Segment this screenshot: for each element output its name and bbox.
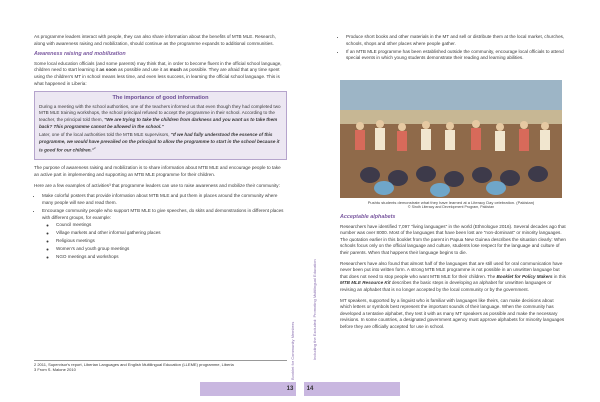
sub-list	[42, 222, 287, 261]
footnote: 2 2011, Supervisor's report, Liberian Languages and English Multilingual Education (LLEME) programme, Liberia	[34, 362, 234, 367]
info-box-paragraph-2: Later, one of the local authorities told the MTB MLE supervisors, "If we had fully understood the essence of this programme, we would have prevailed on the principal to allow the programme to start in the school because it is good for our children."$^2$	[39, 132, 280, 153]
list-item: • Produce short books and other materials in the MT and sell or distribute them at the local market, churches, schools, shops and other places where people gather.	[346, 34, 566, 47]
right-activities-list	[340, 34, 566, 62]
page-number-left: 13	[286, 386, 294, 392]
section-heading-alphabets: Acceptable alphabets	[340, 214, 396, 220]
sub-list-item: ◦ Women's and youth group meetings	[56, 246, 287, 253]
alphabets-paragraph-1: Researchers have identified 7,097 "living languages" in the world (Ethnologue 2016). Several decades ago that number was over 8000. Most of the languages that have been lost are "non-dominant" or minority languages. The quotation earlier in this booklet from the parent in Papua New Guinea describes the situation clearly: When schools focus only on the official language and culture, students lose respect for the language and culture of their parents. When that happens their language begins to die.	[340, 223, 566, 255]
alphabets-paragraph-2: Researchers have also found that almost half of the languages that are still used for oral communication have never been put into written form. A strong MTB MLE programme is not possible in an unwritten language but that does not need to stop people who want MTB MLE for their children. The Booklet for Policy Makers in this MTB MLE Resource Kit describes the basic steps in developing an alphabet for unwritten languages or revising an alphabet that is no longer accepted by the local community or by the government.	[340, 260, 566, 292]
photo-literacy-day	[340, 80, 562, 198]
awareness-paragraph: Some local education officials (and some parents) may think that, in order to become fluent in the official school language, children need to start learning it as soon as possible and use it as much as possible. They are afraid that any time spent using the children's MT in school means less time, and even less success, in learning the official school language. This is what happened in Liberia:	[34, 60, 282, 86]
right-spine-text: Including the Excluded: Promoting Multilingual Education	[312, 259, 317, 360]
info-box-paragraph-1: During a meeting with the school authorities, one of the teachers informed us that even though they had completed two MTB MLE training workshops, the school principal refused to accept the programme in their school. According to the teacher, the principal told them, "We are trying to take the children from darkness and you want us to take them back? This programme cannot be allowed in the school."	[39, 103, 281, 129]
sub-list-item: ◦ NGO meetings and workshops	[56, 254, 287, 261]
caption-text: Pushtu students demonstrate what they have learned at a Literacy Day celebration. (Pakistan)	[367, 200, 535, 205]
info-box	[34, 91, 287, 160]
intro-paragraph: As programme leaders interact with people, they can also share information about the benefits of MTB MLE. Research, along with awareness raising and mobilization, should continue as the programme expands to additional communities.	[34, 34, 276, 46]
page-number-right: 14	[306, 386, 314, 392]
activities-list	[34, 193, 287, 261]
list-item: • Encourage community people who support MTB MLE to give speeches, do skits and demonstrations in different places with different groups, for example: ◦ Council meetings ◦ Village markets and other informal gathering places ◦ Religious meetings ◦ Women's and youth group meetings ◦ NGO meetings and workshops	[42, 208, 287, 261]
photo-illustration	[340, 80, 562, 198]
right-column-bottom	[340, 212, 566, 335]
sub-list-item: ◦ Religious meetings	[56, 238, 287, 245]
footnotes	[34, 360, 287, 372]
sub-list-item: ◦ Village markets and other informal gathering places	[56, 230, 287, 237]
left-spine-text: Booklet for Community Members	[290, 321, 295, 380]
sub-list-item: ◦ Council meetings	[56, 222, 287, 229]
footnote: 3 From S. Malone 2010	[34, 367, 76, 372]
right-column-top	[340, 34, 566, 65]
alphabets-paragraph-3: MT speakers, supported by a linguist who is familiar with languages like theirs, can make decisions about which letters or symbols best represent the important sounds of their language. When the community has developed a tentative alphabet, they test it with as many MT speakers as possible and make the necessary revisions. In some countries, a designated government agency must approve alphabets for minority languages before they are officially accepted for use in school.	[340, 297, 565, 329]
list-item: • Make colorful posters that provide information about MTB MLE and put them in places around the community where many people will see and read them.	[42, 193, 287, 206]
photo-caption	[340, 200, 562, 210]
left-column	[34, 34, 287, 264]
purpose-paragraph: The purpose of awareness raising and mobilization is to share information about MTB MLE and encourage people to take an active part in implementing and supporting an MTB MLE programme for their children.	[34, 165, 281, 178]
examples-paragraph: Here are a few examples of activities³ that programme leaders can use to raise awareness and mobilize their community:	[34, 182, 280, 188]
caption-credit: © Sindh Literacy and Development Program, Pakistan	[407, 205, 495, 209]
list-item: • If an MTB MLE programme has been established outside the community, encourage local officials to attend special events in which young students demonstrate their reading and learning abilities.	[346, 49, 566, 62]
section-heading-awareness: Awareness raising and mobilization	[34, 51, 126, 58]
bottom-bar-left	[200, 382, 296, 396]
info-box-title: The importance of good information	[112, 95, 209, 102]
